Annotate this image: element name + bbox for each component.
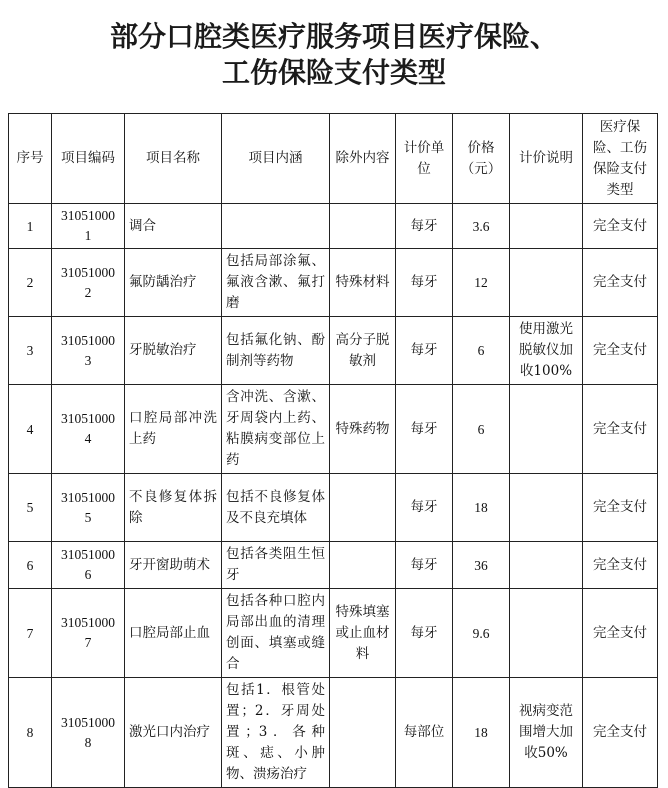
cell-unit: 每牙 <box>396 474 453 542</box>
header-content: 项目内涵 <box>222 114 330 204</box>
table-row <box>9 204 658 249</box>
cell-content: 包括各类阻生恒牙 <box>222 542 330 589</box>
cell-code <box>52 385 125 474</box>
table-row <box>9 542 658 589</box>
cell-excluded: 特殊药物 <box>330 385 396 474</box>
cell-excluded: 特殊填塞或止血材料 <box>330 589 396 678</box>
header-name: 项目名称 <box>125 114 222 204</box>
cell-code-part-b: 6 <box>84 567 92 582</box>
cell-pay-type: 完全支付 <box>583 317 658 385</box>
cell-content: 包括各种口腔内局部出血的清理创面、填塞或缝合 <box>222 589 330 678</box>
cell-excluded: 高分子脱敏剂 <box>330 317 396 385</box>
cell-price: 6 <box>453 317 510 385</box>
cell-content: 含冲洗、含漱、牙周袋内上药、粘膜病变部位上药 <box>222 385 330 474</box>
cell-price: 36 <box>453 542 510 589</box>
cell-seq: 3 <box>9 317 52 385</box>
cell-pay-type: 完全支付 <box>583 542 658 589</box>
cell-content: 包括不良修复体及不良充填体 <box>222 474 330 542</box>
cell-excluded <box>330 474 396 542</box>
cell-pay-type: 完全支付 <box>583 678 658 788</box>
cell-note <box>510 589 583 678</box>
cell-code <box>52 678 125 788</box>
header-excluded: 除外内容 <box>330 114 396 204</box>
cell-name: 牙开窗助萌术 <box>125 542 222 589</box>
table-row <box>9 249 658 317</box>
cell-pay-type: 完全支付 <box>583 204 658 249</box>
cell-price: 6 <box>453 385 510 474</box>
cell-code-part-a: 31051000 <box>61 615 115 630</box>
cell-unit: 每牙 <box>396 249 453 317</box>
cell-price: 9.6 <box>453 589 510 678</box>
cell-code-part-a: 31051000 <box>61 264 115 280</box>
header-price: 价格（元） <box>453 114 510 204</box>
cell-code-part-a: 31051000 <box>61 332 115 348</box>
cell-note: 使用激光脱敏仪加收100% <box>510 317 583 385</box>
cell-content: 包括1．根管处置；2．牙周处置；3．各种斑、痣、小肿物、溃疡治疗 <box>222 678 330 788</box>
cell-seq: 2 <box>9 249 52 317</box>
cell-price: 18 <box>453 678 510 788</box>
cell-note <box>510 249 583 317</box>
cell-note <box>510 385 583 474</box>
cell-unit: 每牙 <box>396 589 453 678</box>
cell-content: 包括氟化钠、酚制剂等药物 <box>222 317 330 385</box>
cell-code-part-b: 8 <box>84 734 92 750</box>
cell-code <box>52 542 125 589</box>
cell-code <box>52 589 125 678</box>
cell-seq: 6 <box>9 542 52 589</box>
cell-pay-type: 完全支付 <box>583 249 658 317</box>
cell-seq: 4 <box>9 385 52 474</box>
header-unit: 计价单位 <box>396 114 453 204</box>
table-row <box>9 385 658 474</box>
cell-pay-type: 完全支付 <box>583 474 658 542</box>
cell-name: 氟防龋治疗 <box>125 249 222 317</box>
header-code: 项目编码 <box>52 114 125 204</box>
cell-price: 18 <box>453 474 510 542</box>
cell-pay-type: 完全支付 <box>583 385 658 474</box>
cell-code-part-a: 31051000 <box>61 208 115 223</box>
cell-seq: 7 <box>9 589 52 678</box>
table-header-row <box>9 114 658 204</box>
cell-note <box>510 204 583 249</box>
cell-excluded <box>330 204 396 249</box>
cell-code-part-b: 7 <box>84 635 92 650</box>
cell-unit: 每牙 <box>396 542 453 589</box>
cell-code-part-a: 31051000 <box>61 489 115 505</box>
cell-note <box>510 474 583 542</box>
header-pay-type: 医疗保险、工伤保险支付类型 <box>583 114 658 204</box>
cell-note <box>510 542 583 589</box>
cell-name: 激光口内治疗 <box>125 678 222 788</box>
service-items-table <box>8 113 658 788</box>
cell-code-part-a: 31051000 <box>61 547 115 562</box>
table-row <box>9 474 658 542</box>
cell-content: 包括局部涂氟、氟液含漱、氟打磨 <box>222 249 330 317</box>
cell-unit: 每牙 <box>396 385 453 474</box>
table-row <box>9 678 658 788</box>
cell-seq: 8 <box>9 678 52 788</box>
cell-seq: 5 <box>9 474 52 542</box>
cell-code-part-b: 3 <box>84 352 92 368</box>
cell-code <box>52 474 125 542</box>
cell-name: 调合 <box>125 204 222 249</box>
cell-code-part-b: 5 <box>84 509 92 525</box>
cell-price: 12 <box>453 249 510 317</box>
cell-pay-type: 完全支付 <box>583 589 658 678</box>
cell-code-part-b: 4 <box>84 431 92 446</box>
cell-price: 3.6 <box>453 204 510 249</box>
cell-code-part-b: 1 <box>84 228 92 243</box>
cell-content <box>222 204 330 249</box>
cell-unit: 每牙 <box>396 317 453 385</box>
cell-name: 牙脱敏治疗 <box>125 317 222 385</box>
cell-code-part-b: 2 <box>84 284 92 300</box>
cell-code <box>52 204 125 249</box>
table-row <box>9 589 658 678</box>
cell-name: 不良修复体拆除 <box>125 474 222 542</box>
cell-name: 口腔局部冲洗上药 <box>125 385 222 474</box>
cell-code-part-a: 31051000 <box>61 714 115 730</box>
cell-unit: 每部位 <box>396 678 453 788</box>
cell-code <box>52 317 125 385</box>
cell-unit: 每牙 <box>396 204 453 249</box>
cell-excluded: 特殊材料 <box>330 249 396 317</box>
cell-note: 视病变范围增大加收50% <box>510 678 583 788</box>
page-title-line-1: 部分口腔类医疗服务项目医疗保险、 <box>109 20 558 53</box>
table-row <box>9 317 658 385</box>
cell-excluded <box>330 542 396 589</box>
cell-code <box>52 249 125 317</box>
cell-seq: 1 <box>9 204 52 249</box>
cell-code-part-a: 31051000 <box>61 411 115 426</box>
header-note: 计价说明 <box>510 114 583 204</box>
page-title-line-2: 工伤保险支付类型 <box>221 56 446 89</box>
header-seq: 序号 <box>9 114 52 204</box>
cell-name: 口腔局部止血 <box>125 589 222 678</box>
cell-excluded <box>330 678 396 788</box>
